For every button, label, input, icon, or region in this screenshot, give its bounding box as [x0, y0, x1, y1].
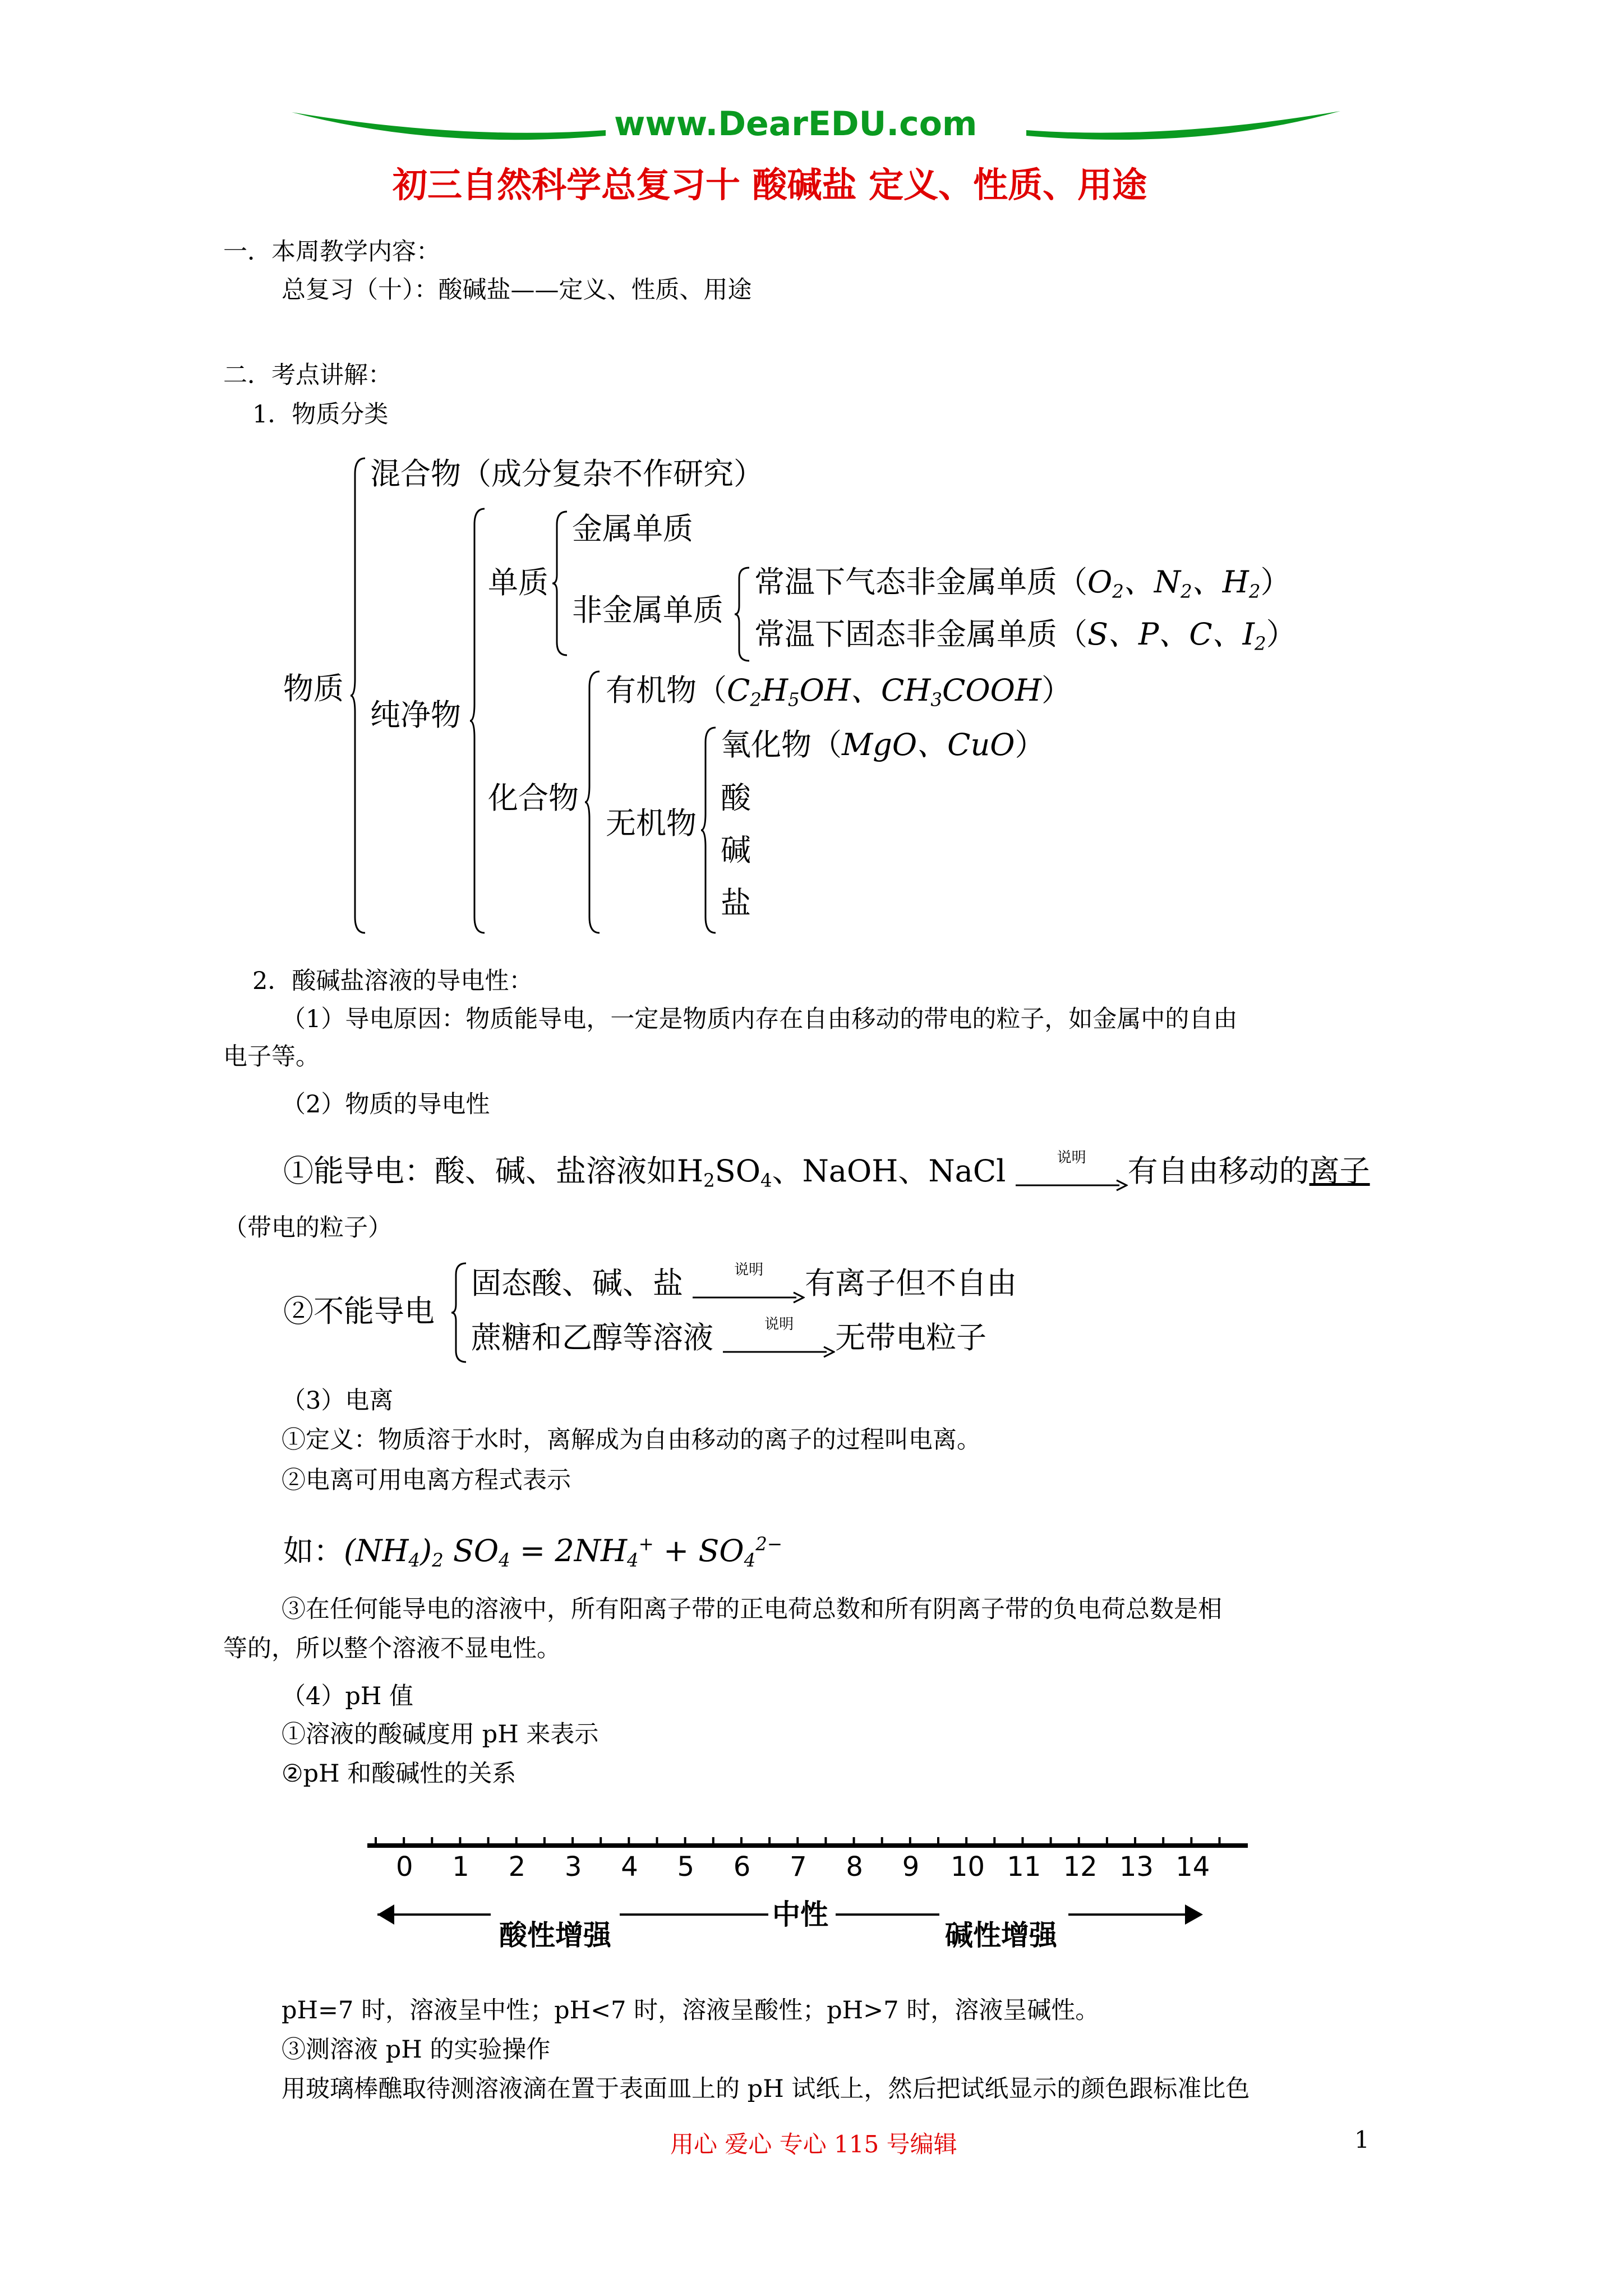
right-arrowhead-icon	[1185, 1904, 1203, 1925]
ph-scale	[367, 1832, 1253, 1961]
ph-tick-label: 6	[733, 1851, 751, 1883]
p3-3-line2: 等的，所以整个溶液不显电性。	[223, 1635, 561, 1663]
ph-tick-label: 7	[790, 1851, 807, 1883]
ph-base-label: 碱性增强	[945, 1919, 1057, 1952]
tree-root: 物质	[283, 671, 344, 706]
item2-heading: 2．酸碱盐溶液的导电性：	[252, 967, 533, 995]
tree-organic: 有机物（$C_2H_5OH$、$CH_3COOH$）	[606, 673, 1072, 711]
charged-particles-note: （带电的粒子）	[223, 1214, 392, 1242]
ph-tick-label: 3	[564, 1851, 582, 1883]
ph-tick-label: 9	[902, 1851, 920, 1883]
p2-heading: （2）物质的导电性	[282, 1091, 490, 1119]
ph-neutral-label: 中性	[772, 1898, 828, 1931]
tree-base: 碱	[721, 832, 751, 868]
ph-line3: ③测溶液 pH 的实验操作	[282, 2036, 551, 2064]
ph-tick-label: 11	[1007, 1851, 1041, 1883]
brace-pure	[470, 508, 487, 934]
tree-mixture: 混合物（成分复杂不作研究）	[370, 456, 764, 491]
section2-heading: 二．考点讲解：	[223, 361, 392, 389]
ph-relation: pH=7 时，溶液呈中性；pH<7 时，溶液呈酸性；pH>7 时，溶液呈碱性。	[282, 1996, 1100, 2024]
tree-oxide: 氧化物（MgO、CuO）	[721, 727, 1045, 762]
tree-inorganic: 无机物	[606, 806, 697, 841]
brace-cannot	[451, 1262, 468, 1363]
p1-line1: （1）导电原因：物质能导电，一定是物质内存在自由移动的带电的粒子，如金属中的自由	[282, 1005, 1238, 1033]
tree-metal: 金属单质	[572, 511, 693, 546]
brace-inorganic	[701, 726, 718, 934]
section1-heading: 一．本周教学内容：	[223, 238, 440, 266]
logo-text: www.DearEDU.com	[614, 104, 978, 144]
tree-solid-nonmetal: 常温下固态非金属单质（S、P、C、$I_2$）	[754, 616, 1297, 655]
ph-tick-label: 12	[1063, 1851, 1098, 1883]
ph-tick-label: 1	[452, 1851, 469, 1883]
ph-tick-label: 4	[621, 1851, 638, 1883]
tree-compound: 化合物	[488, 780, 579, 816]
item1-heading: 1．物质分类	[252, 401, 389, 429]
ph-line4: 用玻璃棒醮取待测溶液滴在置于表面皿上的 pH 试纸上，然后把试纸显示的颜色跟标准比色	[282, 2075, 1250, 2103]
header-logo	[292, 101, 1340, 151]
ph-tick-label: 5	[677, 1851, 695, 1883]
ph-line1: ①溶液的酸碱度用 pH 来表示	[282, 1720, 599, 1749]
ph-acid-label: 酸性增强	[499, 1919, 611, 1952]
left-arrowhead-icon	[377, 1904, 394, 1925]
p1-line2: 电子等。	[223, 1043, 320, 1071]
page-title: 初三自然科学总复习十 酸碱盐 定义、性质、用途	[393, 164, 1147, 205]
explain-arrow-3: 说明	[723, 1332, 835, 1349]
ph-tick-label: 8	[846, 1851, 863, 1883]
ionization-eq-intro: ②电离可用电离方程式表示	[282, 1466, 571, 1494]
section1-content: 总复习（十）：酸碱盐——定义、性质、用途	[282, 276, 752, 304]
tree-gas-nonmetal: 常温下气态非金属单质（$O_2$、$N_2$、$H_2$）	[754, 564, 1291, 602]
brace-root	[351, 457, 367, 934]
tree-salt: 盐	[721, 885, 751, 921]
tree-pure: 纯净物	[370, 697, 461, 733]
cannot-conduct-label: ②不能导电	[283, 1294, 435, 1329]
explain-arrow-1: 说明	[1016, 1165, 1128, 1182]
ph-tick-label: 14	[1175, 1851, 1210, 1883]
footer-text: 用心 爱心 专心 115 号编辑	[670, 2131, 957, 2158]
p4-heading: （4）pH 值	[282, 1682, 414, 1710]
ph-tick-label: 10	[951, 1851, 985, 1883]
brace-compound	[585, 670, 602, 934]
ionization-def: ①定义：物质溶于水时，离解成为自由移动的离子的过程叫电离。	[282, 1426, 981, 1454]
can-conduct-line: ①能导电：酸、碱、盐溶液如$H_2SO_4$、NaOH、NaCl 说明 有自由移动的离子	[283, 1149, 1370, 1191]
cannot-b: 蔗糖和乙醇等溶液 说明 无带电粒子	[471, 1319, 986, 1356]
ph-line2: ②pH 和酸碱性的关系	[282, 1760, 517, 1788]
ionization-equation: 如：$(NH_4)_2$ $SO_4 = 2NH_4^+ + SO_4^{2-}$	[283, 1533, 782, 1572]
tree-element: 单质	[488, 565, 548, 600]
ph-tick-label: 0	[396, 1851, 413, 1883]
cannot-a: 固态酸、碱、盐 说明 有离子但不自由	[471, 1265, 1017, 1302]
page-number: 1	[1354, 2126, 1370, 2154]
ph-tick-label: 13	[1119, 1851, 1154, 1883]
tree-acid: 酸	[721, 780, 751, 816]
tree-nonmetal: 非金属单质	[572, 592, 723, 628]
explain-arrow-2: 说明	[693, 1277, 805, 1294]
brace-element	[552, 510, 569, 656]
ph-tick-label: 2	[508, 1851, 526, 1883]
p3-heading: （3）电离	[282, 1387, 394, 1415]
brace-nonmetal	[735, 567, 751, 662]
p3-3-line1: ③在任何能导电的溶液中，所有阳离子带的正电荷总数和所有阴离子带的负电荷总数是相	[282, 1595, 1222, 1623]
